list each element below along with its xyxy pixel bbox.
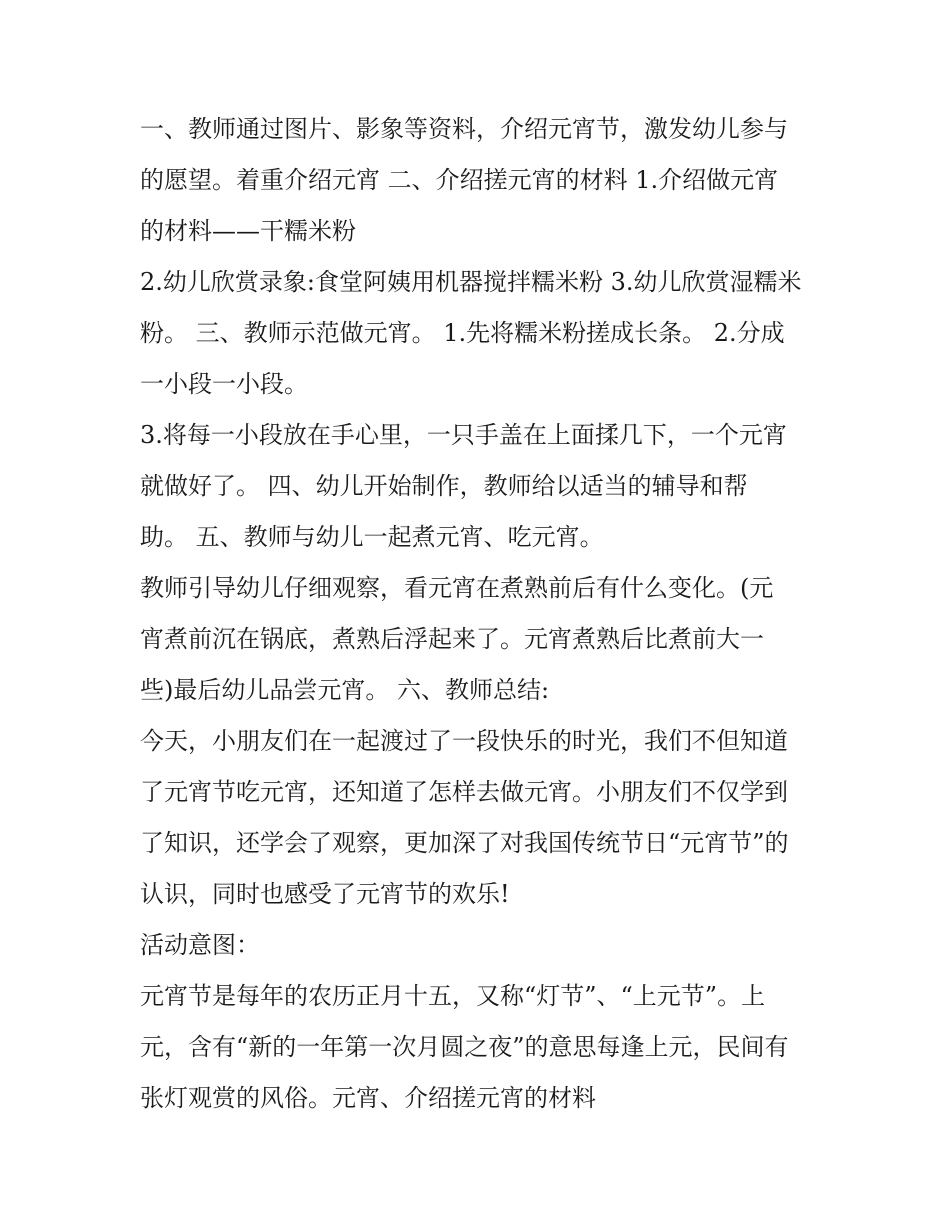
document-body — [140, 104, 820, 1124]
text-line: 认识，同时也感受了元宵节的欢乐! — [140, 880, 510, 908]
text-line: 一、教师通过图片、影象等资料，介绍元宵节，激发幼儿参与 — [140, 115, 788, 143]
text-line: 就做好了。 四、幼儿开始制作，教师给以适当的辅导和帮 — [140, 472, 748, 500]
text-line: 元，含有“新的一年第一次月圆之夜”的意思每逢上元，民间有 — [140, 1033, 789, 1061]
text-line: 些)最后幼儿品尝元宵。 六、教师总结: — [140, 676, 550, 704]
text-line: 宵煮前沉在锅底，煮熟后浮起来了。元宵煮熟后比煮前大一 — [140, 625, 764, 653]
body-text — [140, 104, 820, 1124]
text-line: 了元宵节吃元宵，还知道了怎样去做元宵。小朋友们不仅学到 — [140, 778, 788, 806]
text-line: 教师引导幼儿仔细观察，看元宵在煮熟前后有什么变化。(元 — [140, 574, 774, 602]
text-line: 张灯观赏的风俗。元宵、介绍搓元宵的材料 — [140, 1084, 596, 1112]
text-line: 的材料——干糯米粉 — [140, 217, 356, 245]
text-line: 2.幼儿欣赏录象:食堂阿姨用机器搅拌糯米粉 3.幼儿欣赏湿糯米 — [140, 268, 802, 296]
text-line: 助。 五、教师与幼儿一起煮元宵、吃元宵。 — [140, 523, 604, 551]
text-line: 粉。 三、教师示范做元宵。 1.先将糯米粉搓成长条。 2.分成 — [140, 319, 785, 347]
text-line: 今天，小朋友们在一起渡过了一段快乐的时光，我们不但知道 — [140, 727, 788, 755]
text-line: 元宵节是每年的农历正月十五，又称“灯节”、“上元节”。上 — [140, 982, 766, 1010]
text-line: 一小段一小段。 — [140, 370, 308, 398]
text-line: 的愿望。着重介绍元宵 二、介绍搓元宵的材料 1.介绍做元宵 — [140, 166, 779, 194]
text-line: 3.将每一小段放在手心里，一只手盖在上面揉几下，一个元宵 — [140, 421, 787, 449]
text-line: 了知识，还学会了观察，更加深了对我国传统节日“元宵节”的 — [140, 829, 789, 857]
text-line: 活动意图： — [140, 931, 260, 959]
